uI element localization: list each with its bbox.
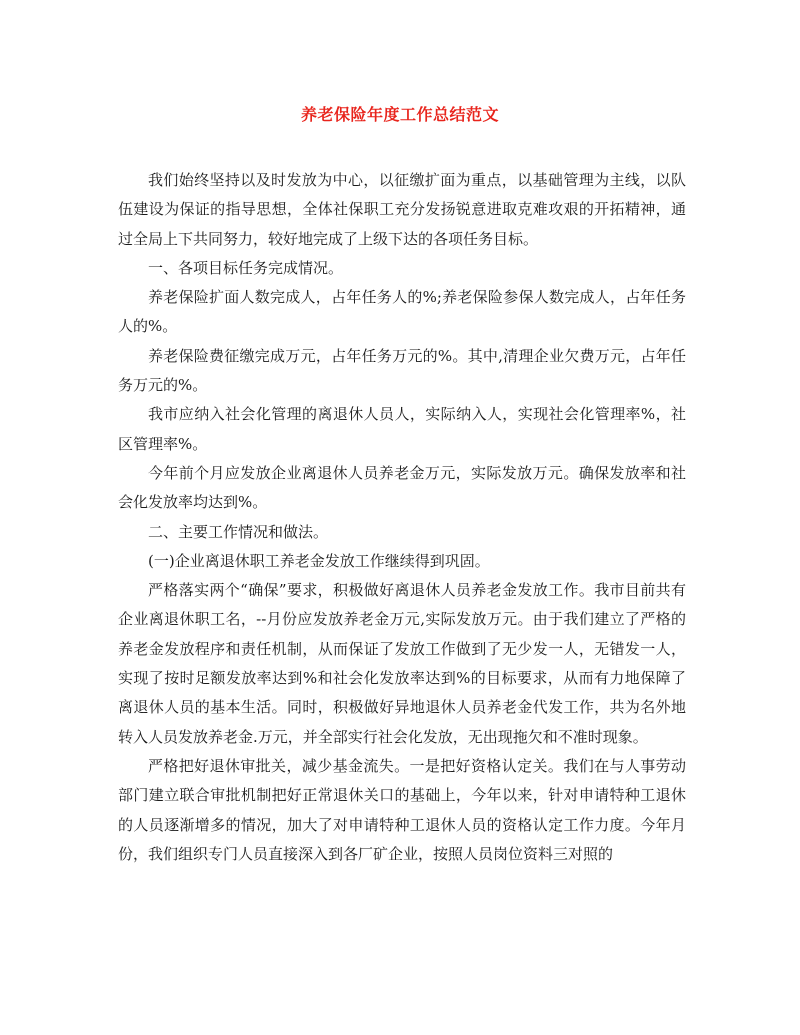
section-heading-1: 一、各项目标任务完成情况。 [148,258,344,277]
paragraph-socialized-management: 我市应纳入社会化管理的离退休人员人，实际纳入人，实现社会化管理率%，社区管理率%。 [118,405,686,453]
paragraph-retirement-approval: 严格把好退休审批关，减少基金流失。一是把好资格认定关。我们在与人事劳动部门建立联合审批机制把好正常退休关口的基础上，今年以来，针对申请特种工退休的人员逐渐增多的情况，加大了对申请特种工退休人员的资格认定工作力度。今年月份，我们组织专门人员直接深入到各厂矿企业，按照人员岗位资料三对照的 [118,756,686,863]
document-body [118,166,686,869]
paragraph-payment-work: 严格落实两个“确保”要求，积极做好离退休人员养老金发放工作。我市目前共有企业离退休职工名，--月份应发放养老金万元,实际发放万元。由于我们建立了严格的养老金发放程序和责任机制，从而保证了发放工作做到了无少发一人，无错发一人，实现了按时足额发放率达到%和社会化发放率达到%的目标要求，从而有力地保障了离退休人员的基本生活。同时，积极做好异地退休人员养老金代发工作，共为名外地转入人员发放养老金.万元，并全部实行社会化发放，无出现拖欠和不准时现象。 [118,581,686,746]
paragraph-pension-payment: 今年前个月应发放企业离退休人员养老金万元，实际发放万元。确保发放率和社会化发放率均达到%。 [118,463,686,512]
subsection-heading-1: (一)企业离退休职工养老金发放工作继续得到巩固。 [148,551,490,570]
paragraph-collection: 养老保险费征缴完成万元，占年任务万元的%。其中,清理企业欠费万元，占年任务万元的%。 [118,346,686,395]
document-title: 养老保险年度工作总结范文 [300,105,499,124]
paragraph-expansion: 养老保险扩面人数完成人，占年任务人的%;养老保险参保人数完成人，占年任务人的%。 [118,288,686,336]
paragraph-intro: 我们始终坚持以及时发放为中心，以征缴扩面为重点，以基础管理为主线，以队伍建设为保证的指导思想，全体社保职工充分发扬锐意进取克难攻艰的开拓精神，通过全局上下共同努力，较好地完成了上级下达的各项任务目标。 [118,171,686,248]
section-heading-2: 二、主要工作情况和做法。 [148,522,329,541]
